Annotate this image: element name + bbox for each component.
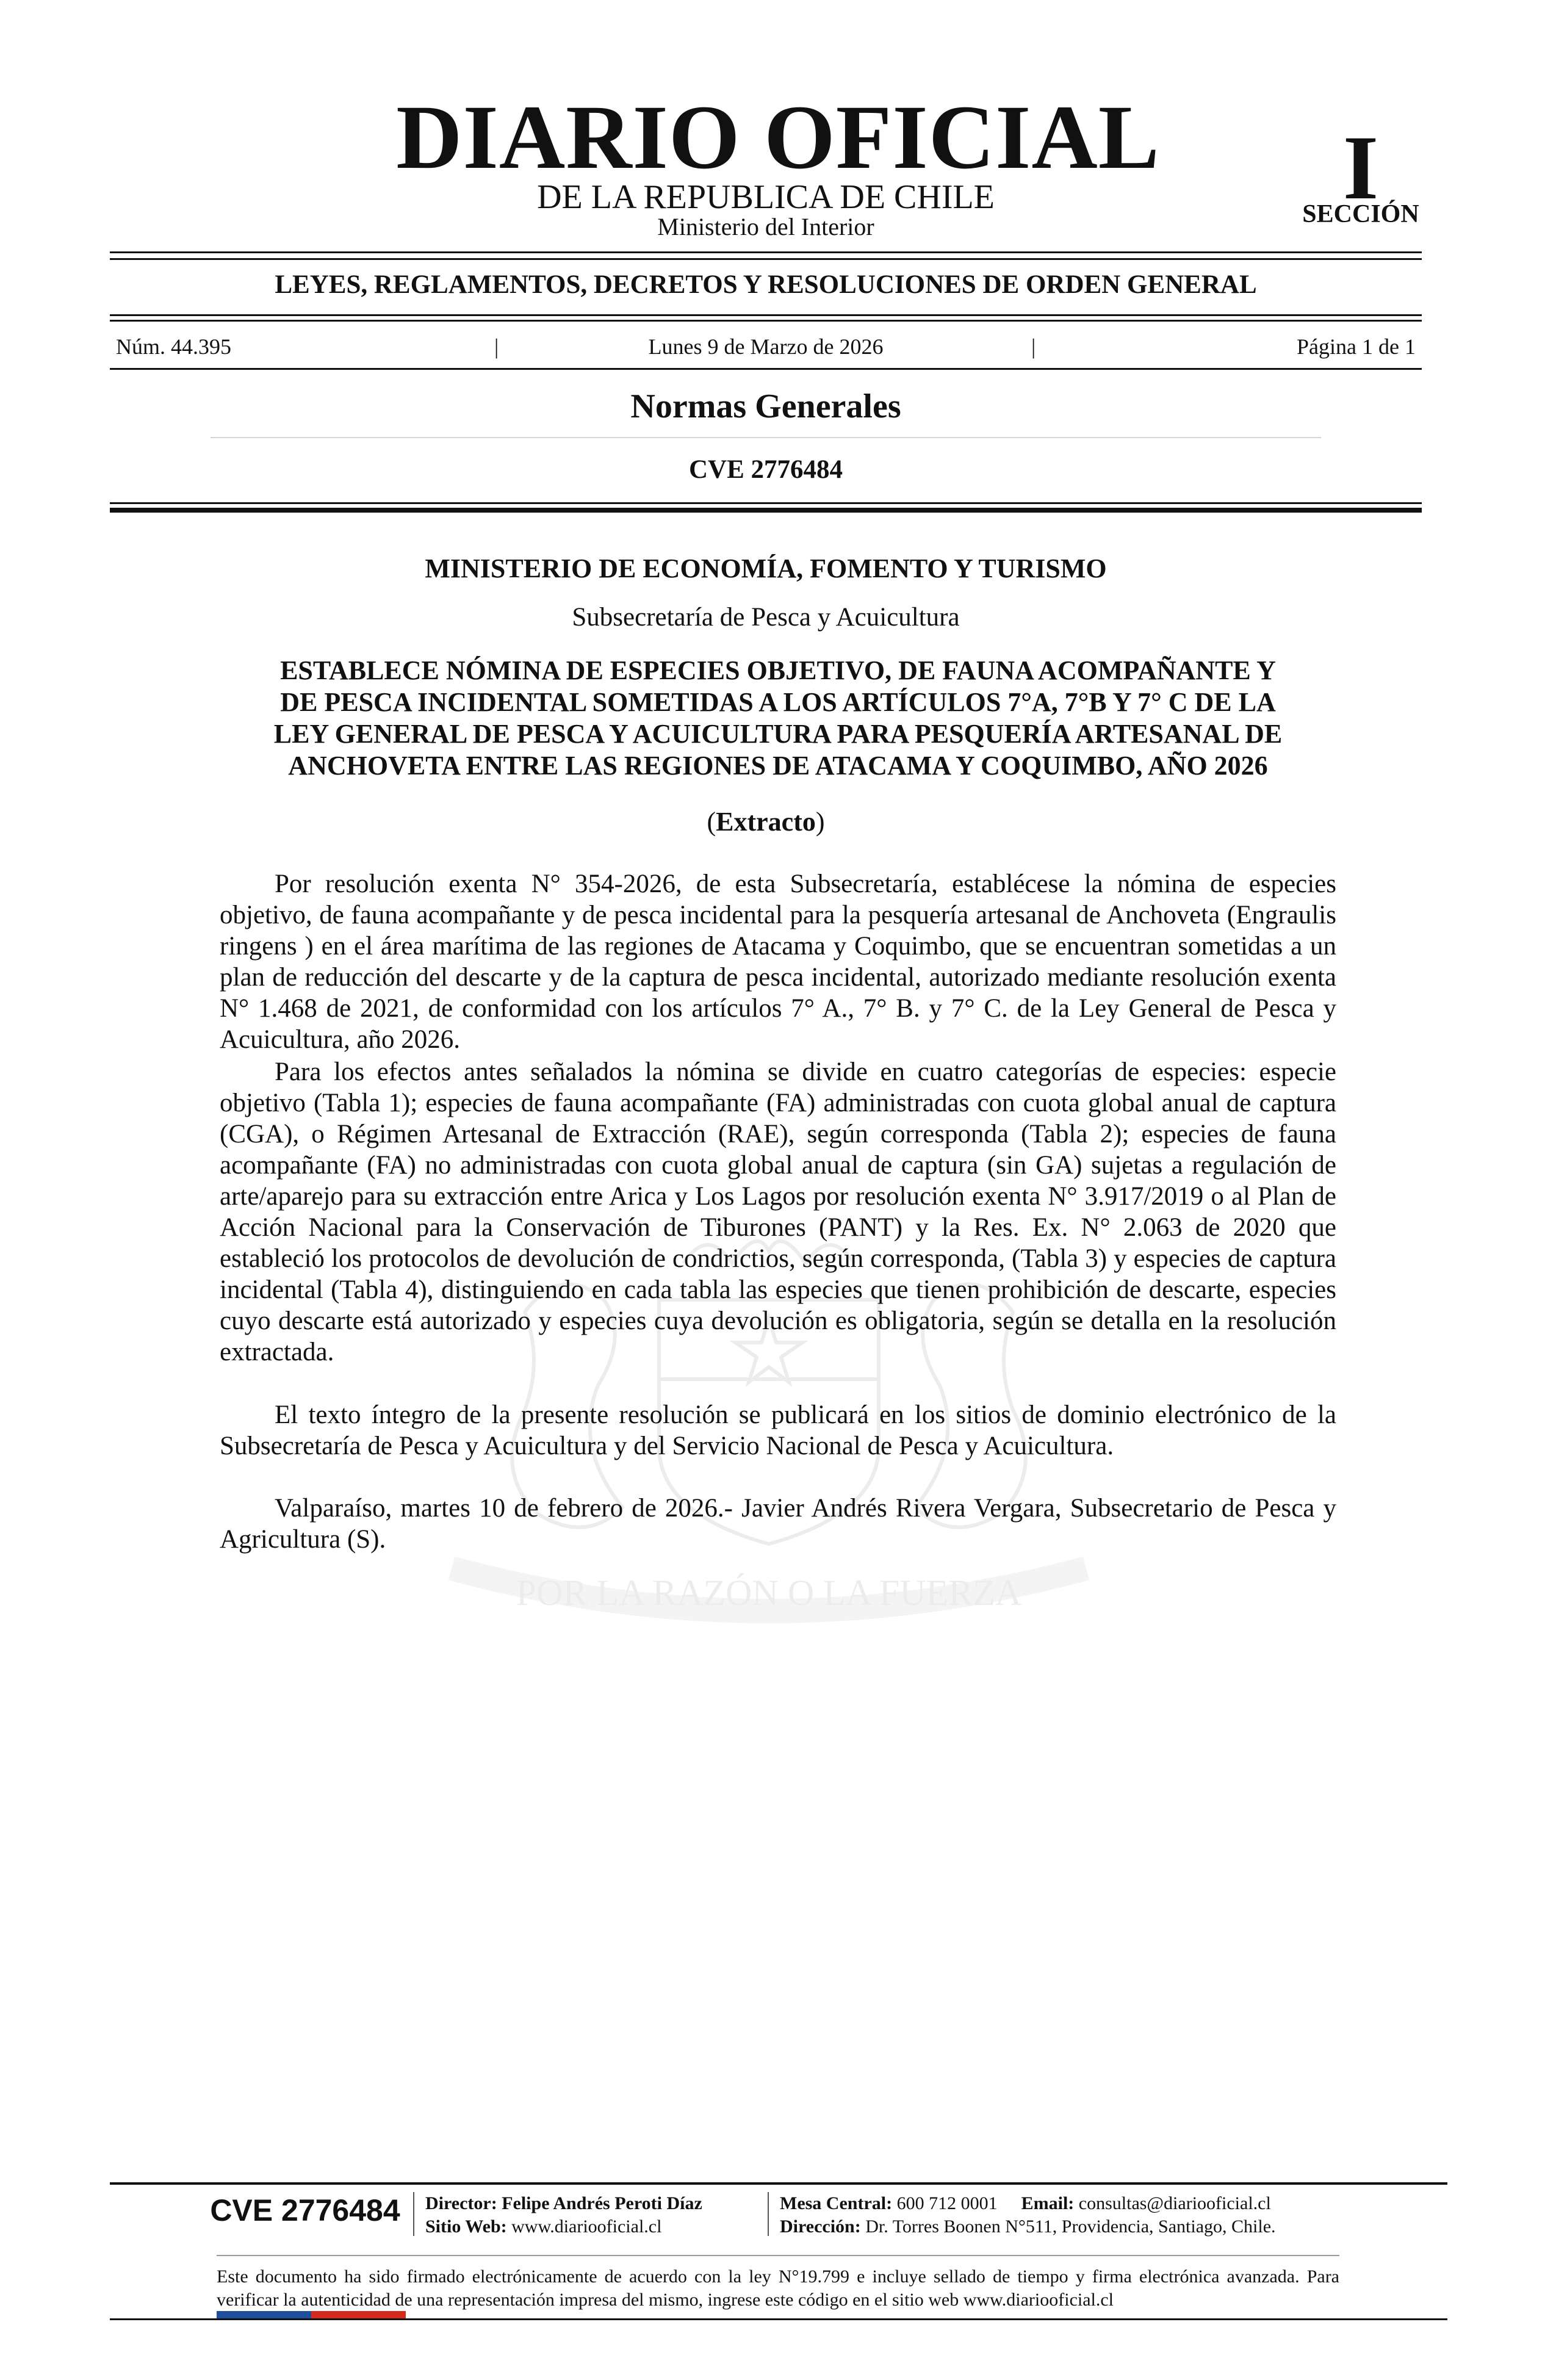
flag-stripe-blue [217,2311,311,2318]
website-label: Sitio Web: [425,2216,507,2237]
email-label: Email: [1021,2193,1075,2213]
resolution-title-line: ESTABLECE NÓMINA DE ESPECIES OBJETIVO, DE FAUNA ACOMPAÑANTE Y [280,655,1276,685]
footer-divider [768,2192,769,2236]
paren-open: ( [707,807,716,837]
masthead-rule-bottom [110,258,1422,260]
address-label: Dirección: [780,2216,861,2237]
laws-rule-top [110,314,1422,316]
issue-bar [110,334,1422,359]
footer-rule [110,2182,1447,2185]
laws-rule-bottom [110,320,1422,322]
footer-address-line [780,2215,1276,2239]
body-paragraph: Para los efectos antes señalados la nómina se divide en cuatro categorías de especies: especie objetivo (Tabla 1); especies de fauna acompañante (FA) administradas con cuota global anual de captura (CGA), o Régimen Artesanal de Extracción (RAE), según corresponda (Tabla 2); especies de fauna acompañante (FA) no administradas con cuota global anual de captura (sin GA) sujetas a regulación de arte/aparejo para su extracción entre Arica y Los Lagos por resolución exenta N° 3.917/2019 o al Plan de Acción Nacional para la Conservación de Tiburones (PANT) y la Res. Ex. N° 2.063 de 2020 que estableció los protocolos de devolución de condrictios, según corresponda, (Tabla 3) y especies de captura incidental (Tabla 4), distinguiendo en cada tabla las especies que tienen prohibición de descarte, especies cuyo descarte está autorizado y especies cuya devolución es obligatoria, según se detalla en la resolución extractada. [220,1058,1336,1366]
section-numeral: I [1342,117,1379,218]
masthead-subtitle: DE LA REPUBLICA DE CHILE [537,178,995,216]
resolution-title-line: DE PESCA INCIDENTAL SOMETIDAS A LOS ARTÍCULOS 7°A, 7°B Y 7° C DE LA [280,687,1276,717]
director-label: Director: [425,2193,497,2213]
signature-paragraph: Valparaíso, martes 10 de febrero de 2026.- Javier Andrés Rivera Vergara, Subsecretario de Pesca y Agricultura (S). [220,1494,1336,1554]
body-paragraph: Por resolución exenta N° 354-2026, de esta Subsecretaría, establécese la nómina de especies objetivo, de fauna acompañante y de pesca incidental para la pesquería artesanal de Anchoveta (Engraulis ringens ) en el área marítima de las regiones de Atacama y Coquimbo, que se encuentran sometidas a un plan de reducción del descarte y de la captura de pesca incidental, autorizado mediante resolución exenta N° 1.468 de 2021, de conformidad con los artículos 7° A., 7° B. y 7° C. de la Ley General de Pesca y Acuicultura, año 2026. [220,870,1336,1054]
issue-number: Núm. 44.395 [116,334,231,359]
flag-stripe-red [311,2311,406,2318]
resolution-title-line: LEY GENERAL DE PESCA Y ACUICULTURA PARA PESQUERÍA ARTESANAL DE [273,719,1283,749]
footer-cve: CVE 2776484 [210,2193,400,2227]
cve-code: CVE 2776484 [688,455,843,484]
subsecretaria: Subsecretaría de Pesca y Acuicultura [572,603,960,632]
website-link[interactable]: www.diariooficial.cl [511,2216,662,2237]
phone-label: Mesa Central: [780,2193,893,2213]
extract-label [0,809,1532,835]
norms-title: Normas Generales [630,388,901,425]
watermark-motto: POR LA RAZÓN O LA FUERZA [516,1573,1022,1613]
footer-legal-notice: Este documento ha sido firmado electrónicamente de acuerdo con la ley N°19.799 e incluye sellado de tiempo y firma electrónica avanzada. Para verificar la autenticidad de una representación impresa del mismo, ingrese este código en el sitio web www.diariooficial.cl [217,2266,1339,2310]
norms-underline [211,437,1321,438]
footer-divider [413,2192,414,2236]
extract-word: Extracto [716,807,816,837]
masthead-ministry: Ministerio del Interior [657,213,874,240]
paren-close: ) [815,807,825,837]
ministry-heading: MINISTERIO DE ECONOMÍA, FOMENTO Y TURISMO [425,554,1107,583]
issue-separator: | [1031,334,1036,359]
email-link[interactable]: consultas@diariooficial.cl [1078,2193,1271,2213]
masthead-title: DIARIO OFICIAL [396,87,1160,188]
body-paragraph: El texto íntegro de la presente resolución se publicará en los sitios de dominio electrónico de la Subsecretaría de Pesca y Acuicultura y del Servicio Nacional de Pesca y Acuicultura. [220,1401,1336,1460]
issue-date: Lunes 9 de Marzo de 2026 [648,334,884,359]
footer-mid-rule [217,2255,1339,2256]
masthead-rule-top [110,251,1422,253]
resolution-title-line: ANCHOVETA ENTRE LAS REGIONES DE ATACAMA Y COQUIMBO, AÑO 2026 [288,751,1268,781]
section-label: SECCIÓN [1302,200,1419,228]
issue-rule [110,368,1422,370]
footer-director-line [425,2191,702,2216]
director-name: Felipe Andrés Peroti Díaz [502,2193,702,2213]
address-text: Dr. Torres Boonen N°511, Providencia, Santiago, Chile. [865,2216,1276,2237]
issue-separator: | [494,334,499,359]
footer-contact-line [780,2191,1271,2216]
laws-heading: LEYES, REGLAMENTOS, DECRETOS Y RESOLUCIONES DE ORDEN GENERAL [275,270,1257,299]
issue-page: Página 1 de 1 [1297,334,1416,359]
header-rule-thin [110,502,1422,504]
resolution-title [220,655,1336,782]
flag-stripe [217,2311,406,2318]
phone-number: 600 712 0001 [896,2193,998,2213]
footer-website-line [425,2215,661,2239]
header-rule-thick [110,508,1422,513]
footer-bottom-rule [110,2318,1447,2320]
